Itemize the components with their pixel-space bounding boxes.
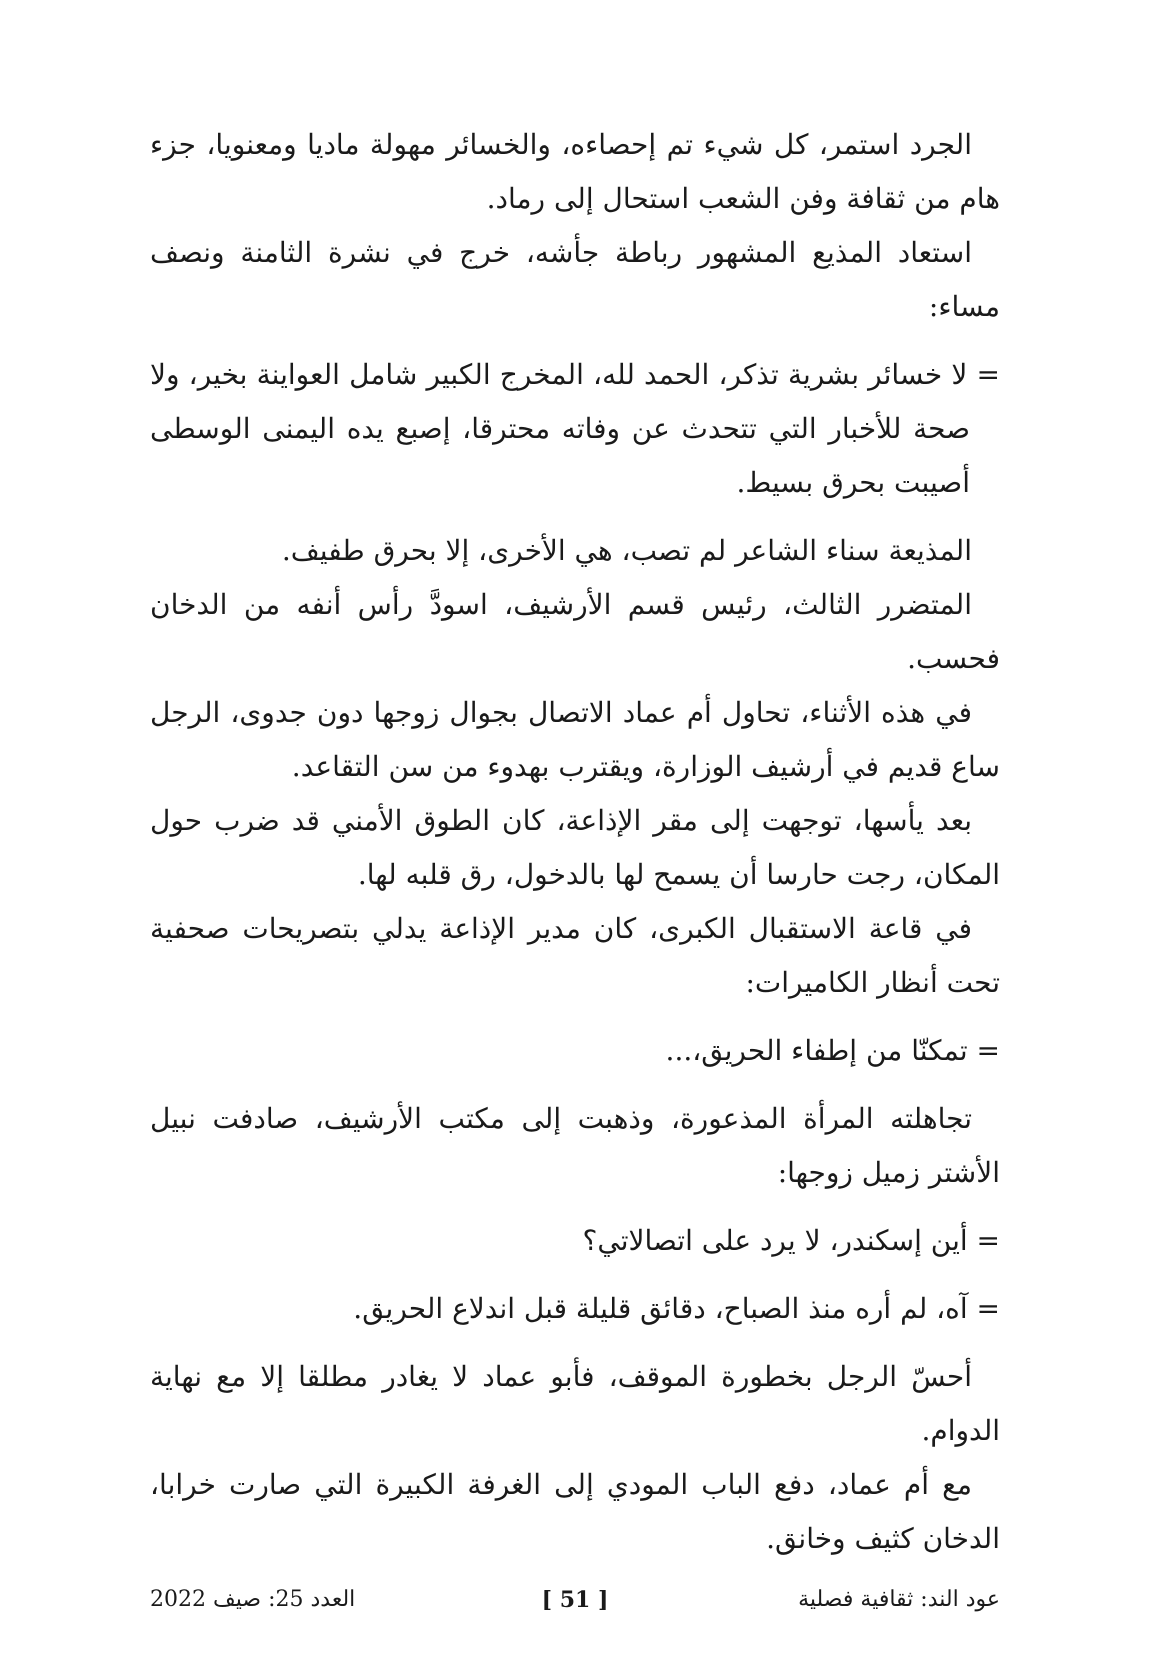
paragraph: المذيعة سناء الشاعر لم تصب، هي الأخرى، إلا بحرق طفيف. (281, 534, 972, 567)
dialogue-line: = تمكنّا من إطفاء الحريق،... (665, 1034, 1000, 1067)
page-number: [ 51 ] (541, 1587, 609, 1613)
paragraph: في هذه الأثناء، تحاول أم عماد الاتصال بجوال زوجها دون جدوى، الرجل ساع قديم في أرشيف الوزارة، ويقترب بهدوء من سن التقاعد. (150, 696, 1000, 783)
journal-name: عود الند: ثقافية فصلية (798, 1587, 1000, 1612)
body-text (150, 118, 1000, 1566)
paragraph: في قاعة الاستقبال الكبرى، كان مدير الإذاعة يدلي بتصريحات صحفية تحت أنظار الكاميرات: (150, 912, 1000, 999)
paragraph: بعد يأسها، توجهت إلى مقر الإذاعة، كان الطوق الأمني قد ضرب حول المكان، رجت حارسا أن يسمح لها بالدخول، رق قلبه لها. (150, 804, 1000, 891)
dialogue-line: = لا خسائر بشرية تذكر، الحمد لله، المخرج الكبير شامل العواينة بخير، ولا صحة للأخبار التي تتحدث عن وفاته محترقا، إصبع يده اليمنى الوسطى أصيبت بحرق بسيط. (150, 358, 1000, 499)
paragraph: الجرد استمر، كل شيء تم إحصاءه، والخسائر مهولة ماديا ومعنويا، جزء هام من ثقافة وفن الشعب استحال إلى رماد. (150, 128, 1000, 215)
issue-info: العدد 25: صيف 2022 (150, 1587, 356, 1612)
paragraph: تجاهلته المرأة المذعورة، وذهبت إلى مكتب الأرشيف، صادفت نبيل الأشتر زميل زوجها: (150, 1102, 1000, 1189)
dialogue-line: = آه، لم أره منذ الصباح، دقائق قليلة قبل اندلاع الحريق. (353, 1292, 1000, 1325)
paragraph: المتضرر الثالث، رئيس قسم الأرشيف، اسودَّ رأس أنفه من الدخان فحسب. (150, 588, 1000, 675)
paragraph: أحسّ الرجل بخطورة الموقف، فأبو عماد لا يغادر مطلقا إلا مع نهاية الدوام. (150, 1360, 1000, 1447)
paragraph: استعاد المذيع المشهور رباطة جأشه، خرج في نشرة الثامنة ونصف مساء: (150, 236, 1000, 323)
paragraph: مع أم عماد، دفع الباب المودي إلى الغرفة الكبيرة التي صارت خرابا، الدخان كثيف وخانق. (150, 1468, 1000, 1555)
dialogue-line: = أين إسكندر، لا يرد على اتصالاتي؟ (582, 1224, 1000, 1257)
page-footer (150, 1580, 1000, 1620)
